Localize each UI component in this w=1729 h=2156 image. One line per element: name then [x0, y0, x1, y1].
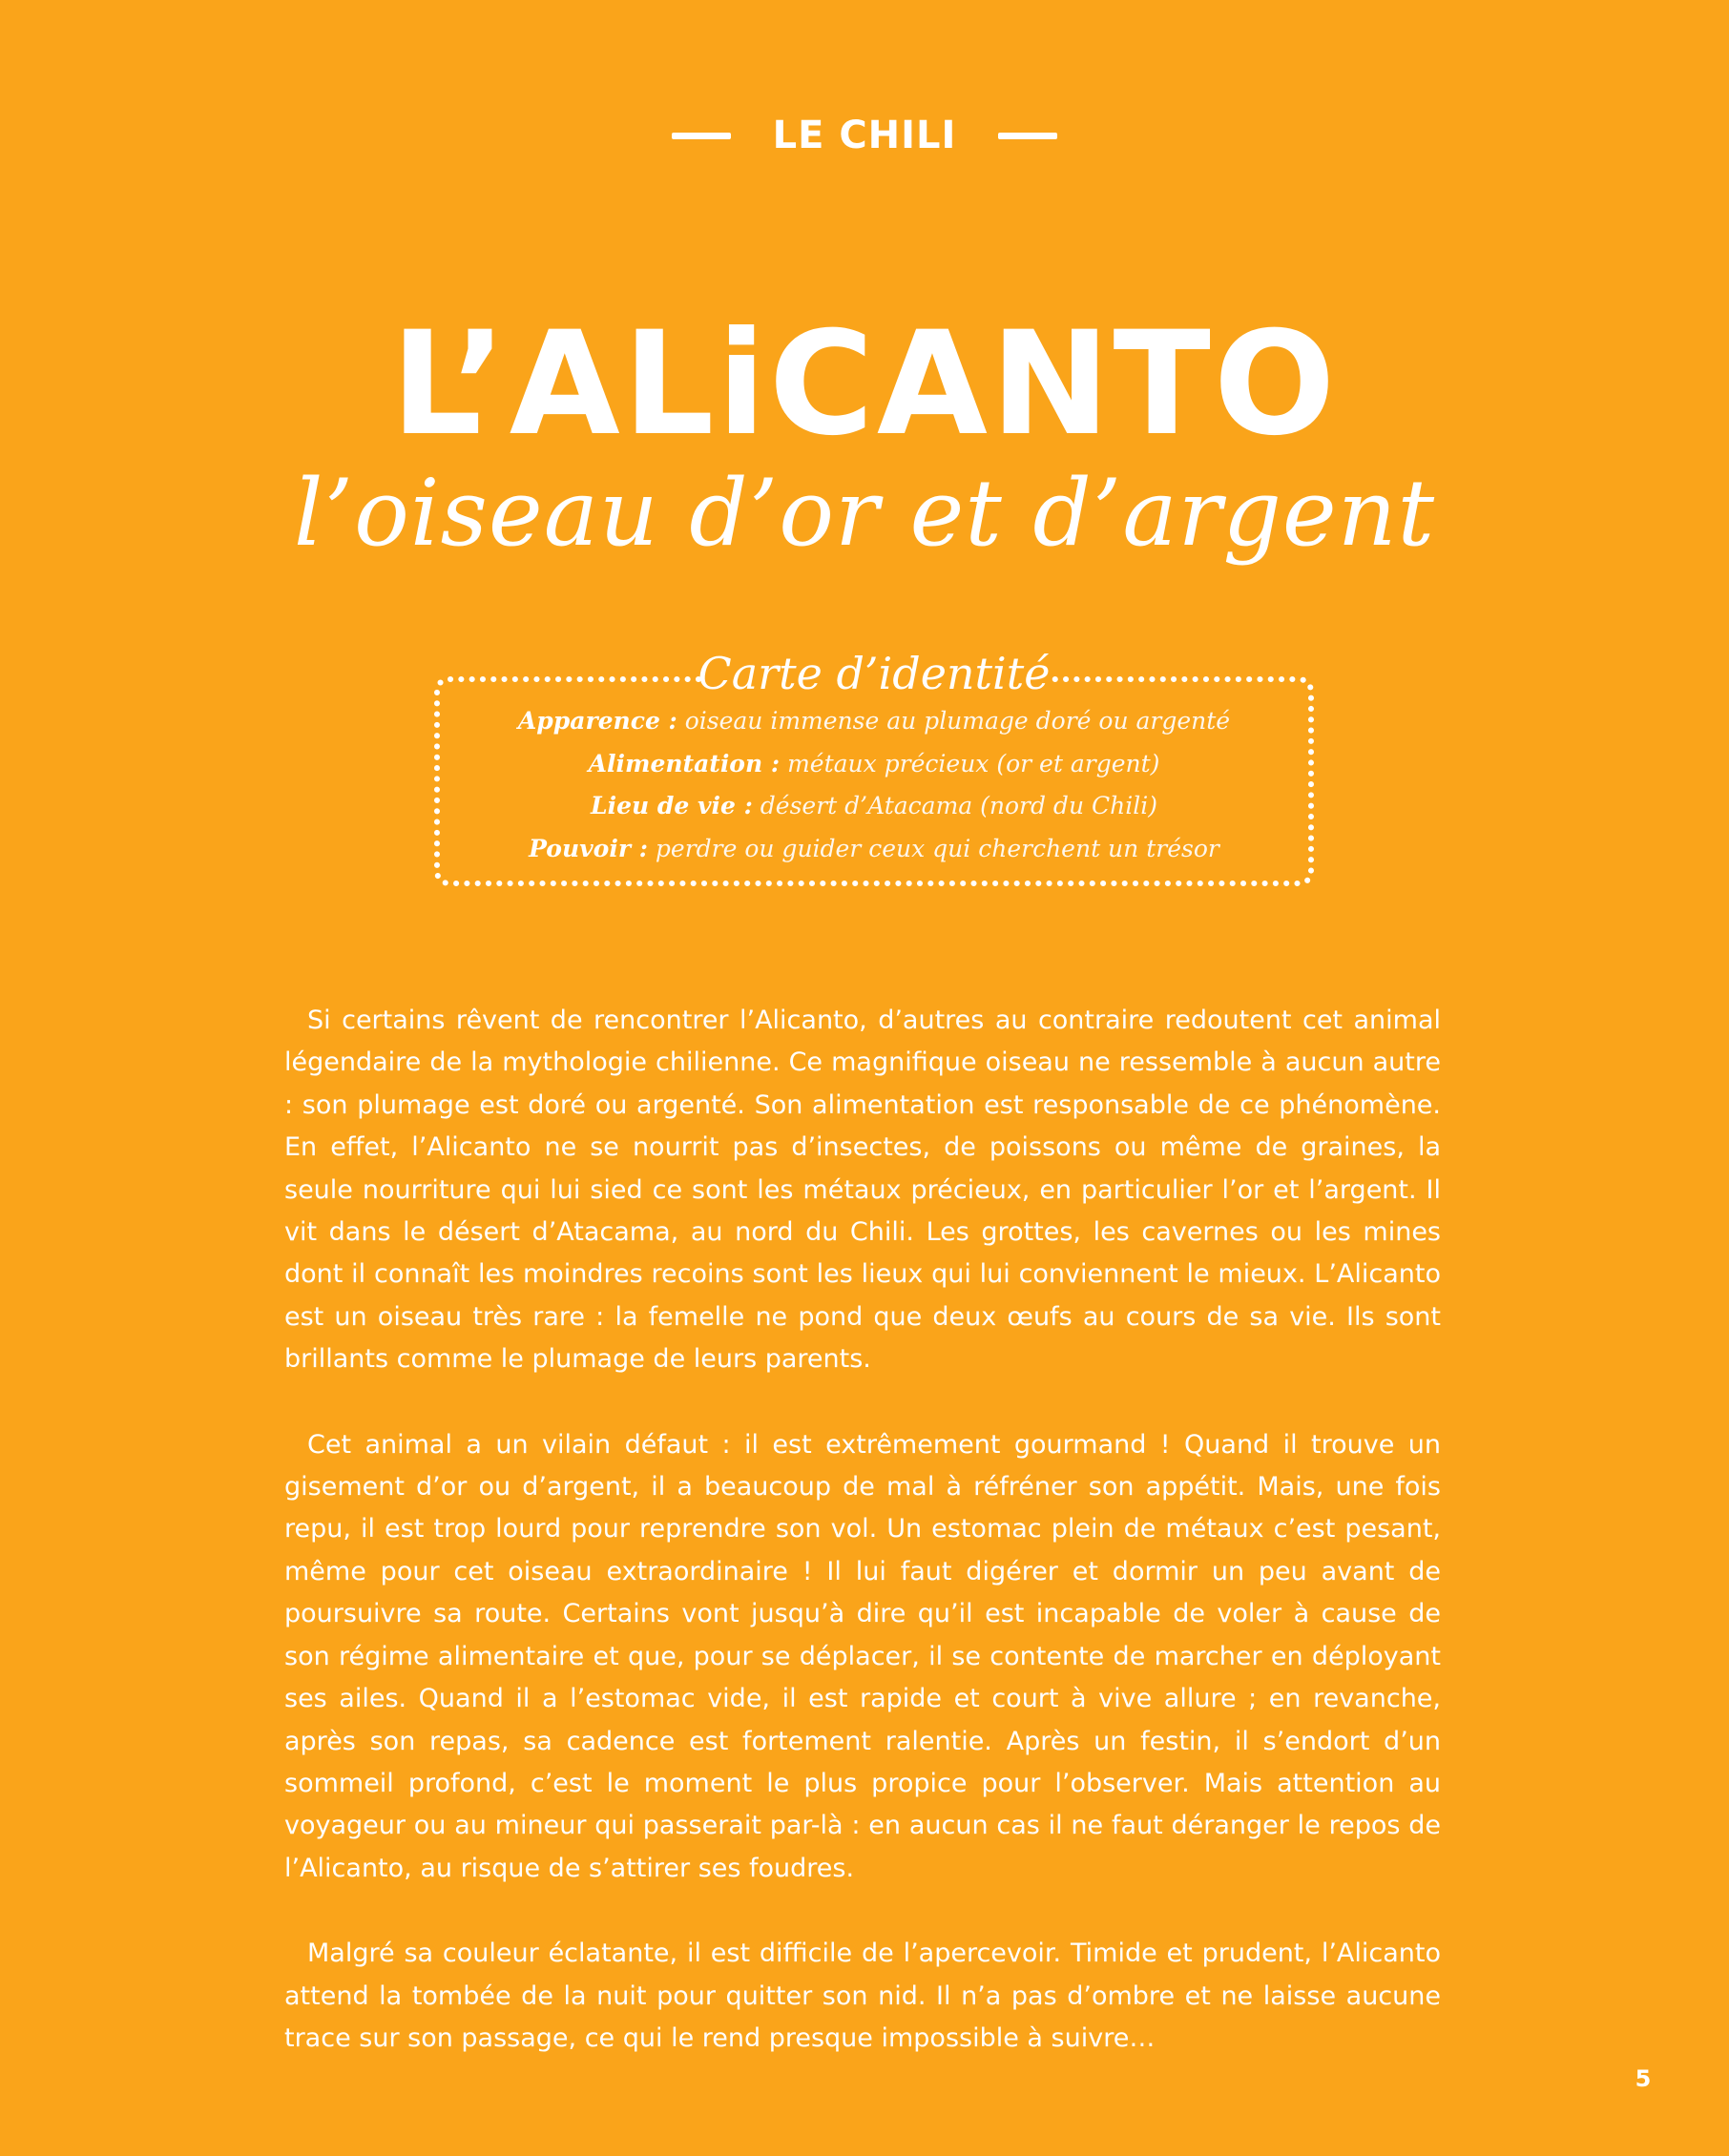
identity-row-power [431, 828, 1317, 871]
identity-key: Alimentation : [588, 749, 781, 777]
right-dash-divider [998, 133, 1057, 139]
page-title: L’ALiCANTO [390, 301, 1339, 467]
body-paragraph: Cet animal a un vilain défaut : il est extrêmement gourmand ! Quand il trouve un gisement d’or ou d’argent, il a beaucoup de mal à réfréner son appétit. Mais, une fois repu, il est trop lourd pour reprendre son vol. Un estomac plein de métaux c’est pesant, même pour cet oiseau extraordinaire ! Il lui faut digérer et dormir un peu avant de poursuivre sa route. Certains vont jusqu’à dire qu’il est incapable de voler à cause de son régime alimentaire et que, pour se déplacer, il se contente de marcher en déployant ses ailes. Quand il a l’estomac vide, il est rapide et court à vive allure ; en revanche, après son repas, sa cadence est fortement ralentie. Après un festin, il s’endort d’un sommeil profond, c’est le moment le plus propice pour l’observer. Mais attention au voyageur ou au mineur qui passerait par-là : en aucun cas il ne faut déranger le repos de l’Alicanto, au risque de s’attirer ses foudres. [284, 1429, 1441, 1883]
identity-card-title: Carte d’identité [698, 648, 1051, 699]
identity-value: métaux précieux (or et argent) [787, 749, 1160, 777]
section-label: LE CHILI [772, 114, 957, 157]
identity-row-habitat [431, 785, 1317, 828]
identity-value: oiseau immense au plumage doré ou argenté [684, 707, 1231, 735]
identity-value: perdre ou guider ceux qui cherchent un trésor [655, 834, 1219, 862]
body-paragraph: Si certains rêvent de rencontrer l’Alicanto, d’autres au contraire redoutent cet animal légendaire de la mythologie chilienne. Ce magnifique oiseau ne ressemble à aucun autre : son plumage est doré ou argenté. Son alimentation est responsable de ce phénomène. En effet, l’Alicanto ne se nourrit pas d’insectes, de poissons ou même de graines, la seule nourriture qui lui sied ce sont les métaux précieux, en particulier l’or et l’argent. Il vit dans le désert d’Atacama, au nord du Chili. Les grottes, les cavernes ou les mines dont il connaît les moindres recoins sont les lieux qui lui conviennent le mieux. L’Alicanto est un oiseau très rare : la femelle ne pond que deux œufs au cours de sa vie. Ils sont brillants comme le plumage de leurs parents. [284, 1005, 1441, 1375]
identity-key: Pouvoir : [529, 834, 648, 862]
identity-row-appearance [431, 700, 1317, 743]
article-body [284, 1000, 1441, 2103]
identity-card-rows [431, 700, 1317, 870]
left-dash-divider [672, 133, 731, 139]
section-header [0, 113, 1729, 158]
identity-row-diet [431, 743, 1317, 786]
identity-card [431, 648, 1317, 889]
identity-key: Apparence : [517, 707, 677, 735]
page-subtitle: l’oiseau d’or et d’argent [293, 460, 1436, 567]
identity-value: désert d’Atacama (nord du Chili) [760, 792, 1157, 819]
page-number: 5 [1635, 2065, 1652, 2092]
body-paragraph: Malgré sa couleur éclatante, il est difficile de l’apercevoir. Timide et prudent, l’Alicanto attend la tombée de la nuit pour quitter son nid. Il n’a pas d’ombre et ne laisse aucune trace sur son passage, ce qui le rend presque impossible à suivre… [284, 1938, 1441, 2053]
identity-key: Lieu de vie : [591, 792, 753, 819]
